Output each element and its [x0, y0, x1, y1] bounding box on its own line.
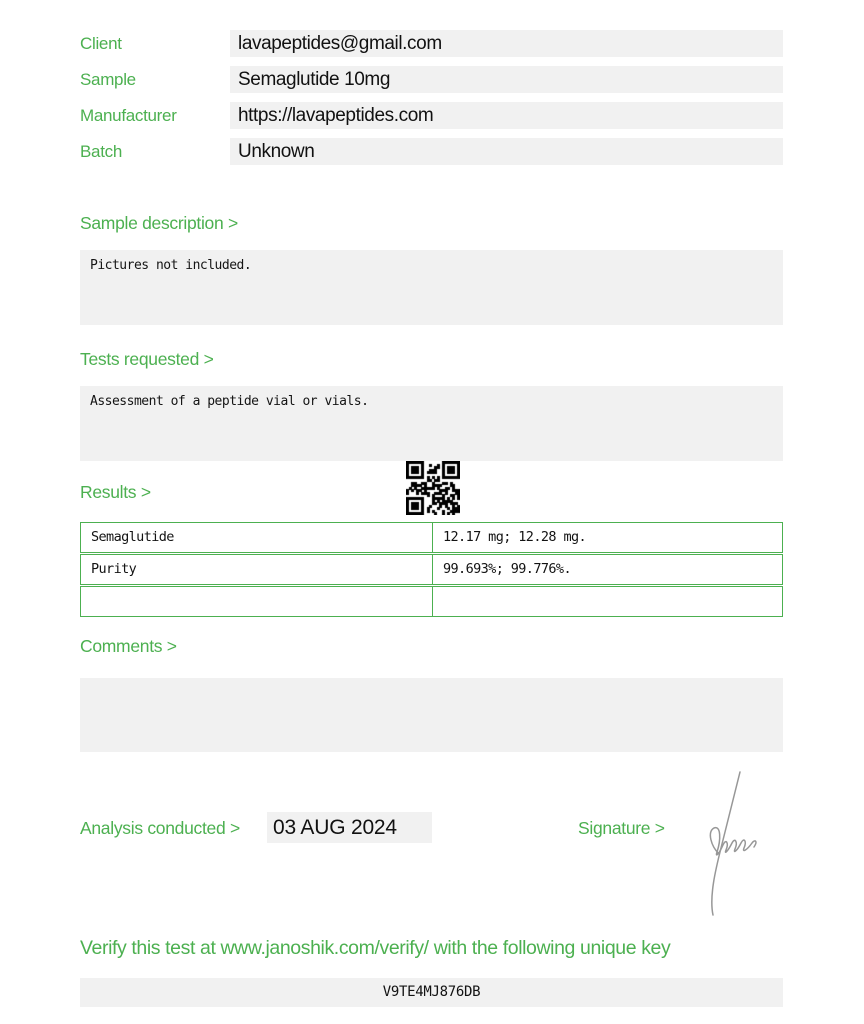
tests-requested-title: Tests requested > — [80, 349, 214, 369]
sample-label: Sample — [80, 70, 136, 89]
result-name: Semaglutide — [81, 523, 433, 552]
unique-key: V9TE4MJ876DB — [80, 978, 783, 1007]
table-row — [80, 586, 783, 617]
tests-requested-box: Assessment of a peptide vial or vials. — [80, 386, 783, 461]
results-title: Results > — [80, 482, 151, 502]
signature-label: Signature > — [578, 818, 665, 838]
result-value — [433, 587, 782, 616]
sample-description-title: Sample description > — [80, 213, 238, 233]
manufacturer-label: Manufacturer — [80, 106, 177, 125]
client-label: Client — [80, 34, 122, 53]
field-row-client — [80, 30, 783, 57]
signature-icon — [688, 768, 780, 920]
analysis-date: 03 AUG 2024 — [267, 812, 432, 843]
verify-instruction: Verify this test at www.janoshik.com/verify/ with the following unique key — [80, 937, 671, 959]
table-row — [80, 522, 783, 553]
field-row-manufacturer — [80, 102, 783, 129]
batch-label: Batch — [80, 142, 122, 161]
field-row-batch — [80, 138, 783, 165]
result-value: 99.693%; 99.776%. — [443, 561, 571, 577]
results-table — [80, 522, 783, 618]
result-value: 12.17 mg; 12.28 mg. — [443, 529, 587, 545]
client-value: lavapeptides@gmail.com — [230, 30, 783, 57]
comments-title: Comments > — [80, 636, 177, 656]
analysis-conducted-label: Analysis conducted > — [80, 818, 240, 838]
result-name: Purity — [81, 555, 433, 584]
qr-code-icon — [406, 461, 460, 515]
comments-box — [80, 678, 783, 752]
sample-value: Semaglutide 10mg — [230, 66, 783, 93]
manufacturer-value: https://lavapeptides.com — [230, 102, 783, 129]
result-name — [81, 587, 433, 616]
table-row — [80, 554, 783, 585]
field-row-sample — [80, 66, 783, 93]
batch-value: Unknown — [230, 138, 783, 165]
sample-description-box: Pictures not included. — [80, 250, 783, 325]
